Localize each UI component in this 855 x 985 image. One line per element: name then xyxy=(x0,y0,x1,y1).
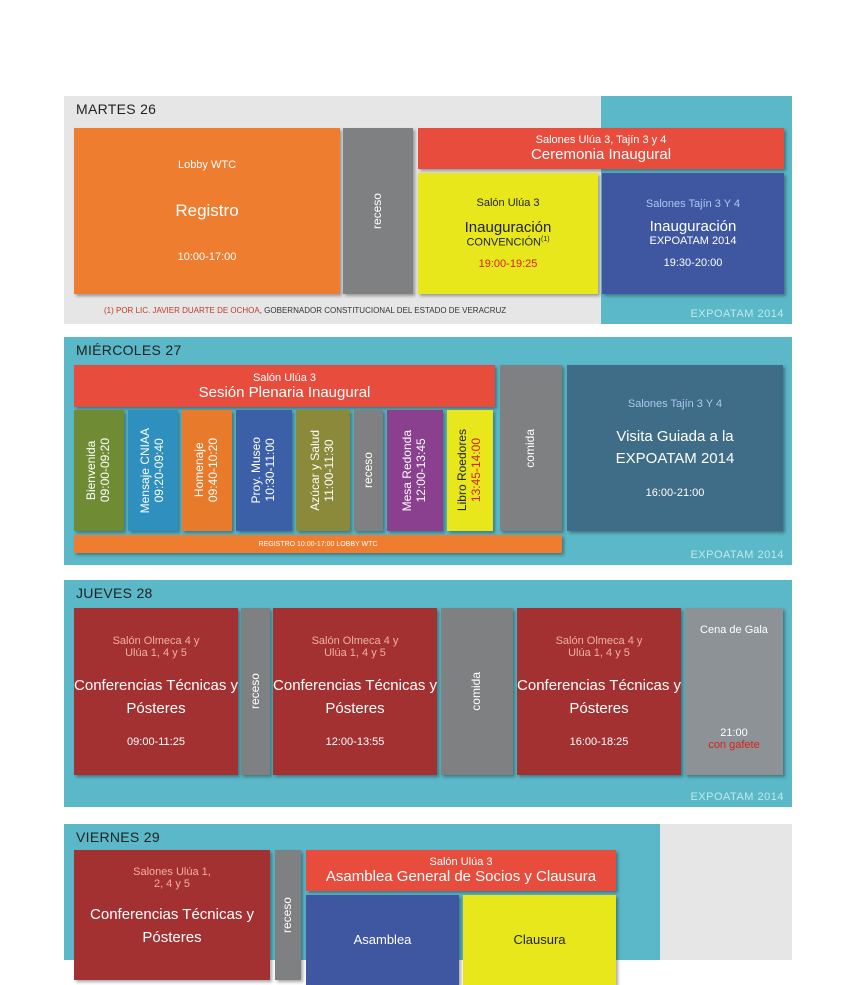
expoatam-location: Salones Tajín 3 Y 4 xyxy=(645,198,741,210)
gala-title: Cena de Gala xyxy=(700,624,768,636)
conferencias-block xyxy=(74,850,270,980)
footnote-suffix: , GOBERNADOR CONSTITUCIONAL DEL ESTADO DE VERACRUZ xyxy=(259,306,507,315)
asamblea-general-bar xyxy=(306,850,616,891)
plenaria-location: Salón Ulúa 3 xyxy=(253,371,316,384)
session-name: Libro Roedores xyxy=(455,429,470,512)
day-title: VIERNES 29 xyxy=(76,829,160,845)
convencion-location: Salón Ulúa 3 xyxy=(476,196,540,209)
session-time: 09:00-09:20 xyxy=(98,438,112,503)
panel-viernes xyxy=(64,824,792,960)
receso-label: receso xyxy=(247,673,262,710)
comida-block xyxy=(500,365,562,531)
plenaria-title: Sesión Plenaria Inaugural xyxy=(198,383,371,401)
conferencias-block-1 xyxy=(74,608,238,775)
ceremonia-location: Salones Ulúa 3, Tajín 3 y 4 xyxy=(535,134,667,146)
conferencias-location: Salón Olmeca 4 y Ulúa 1, 4 y 5 xyxy=(555,635,643,659)
conferencias-block-2 xyxy=(273,608,437,775)
comida-label: comida xyxy=(523,428,538,468)
convencion-subtitle-row xyxy=(466,236,549,249)
visita-location: Salones Tajín 3 Y 4 xyxy=(627,397,723,410)
viernes-conf-location: Salones Ulúa 1, 2, 4 y 5 xyxy=(133,866,211,890)
session-0 xyxy=(74,410,124,531)
visita-guiada-block xyxy=(567,365,783,531)
conferencias-title: Conferencias Técnicas y Pósteres xyxy=(74,677,238,717)
registro-title: Registro xyxy=(175,201,239,220)
receso-label: receso xyxy=(370,192,385,230)
convencion-subtitle: CONVENCIÓN xyxy=(466,236,541,249)
session-name: Azúcar y Salud xyxy=(308,430,323,511)
session-name: Mensaje CNIAA xyxy=(138,427,153,514)
registro-bar-label: REGISTRO 10:00-17:00 LOBBY WTC xyxy=(258,540,378,548)
visita-title: Visita Guiada a la EXPOATAM 2014 xyxy=(615,427,735,467)
registro-time: 10:00-17:00 xyxy=(177,251,237,263)
session-name: Proy. Museo xyxy=(249,437,264,504)
asamblea-general-location: Salón Ulúa 3 xyxy=(429,856,493,868)
gala-time: 21:00 xyxy=(720,727,748,739)
session-7 xyxy=(447,410,493,531)
session-4 xyxy=(296,410,350,531)
registro-location: Lobby WTC xyxy=(177,159,237,171)
session-5 xyxy=(354,410,383,531)
footnote xyxy=(104,306,506,315)
watermark: EXPOATAM 2014 xyxy=(690,549,784,561)
receso-block xyxy=(343,128,413,294)
convencion-time: 19:00-19:25 xyxy=(478,258,538,271)
watermark: EXPOATAM 2014 xyxy=(690,791,784,803)
conferencias-time: 16:00-18:25 xyxy=(569,736,629,748)
day-title: JUEVES 28 xyxy=(76,585,153,601)
session-time: 11:00-11:30 xyxy=(322,439,336,502)
registro-block xyxy=(74,128,340,294)
registro-bar xyxy=(74,535,562,553)
conferencias-block-3 xyxy=(517,608,681,775)
panel-jueves xyxy=(64,580,792,807)
cena-gala-block xyxy=(685,608,783,775)
footnote-prefix: (1) POR xyxy=(104,306,136,315)
conferencias-location: Salón Olmeca 4 y Ulúa 1, 4 y 5 xyxy=(112,635,200,659)
clausura-label: Clausura xyxy=(513,932,566,947)
asamblea-label: Asamblea xyxy=(353,932,412,947)
panel-miercoles xyxy=(64,337,792,565)
session-name: receso xyxy=(360,452,375,489)
asamblea-general-title: Asamblea General de Socios y Clausura xyxy=(325,868,597,885)
session-3 xyxy=(236,410,292,531)
convencion-title: Inauguración xyxy=(464,218,552,236)
asamblea-block xyxy=(306,895,459,985)
ceremonia-inaugural-bar xyxy=(418,128,784,169)
comida-label: comida xyxy=(469,672,484,711)
session-1 xyxy=(128,410,178,531)
conferencias-title: Conferencias Técnicas y Pósteres xyxy=(273,677,437,717)
inauguracion-convencion-block xyxy=(418,173,598,294)
session-2 xyxy=(182,410,232,531)
receso-block xyxy=(241,608,270,775)
ceremonia-title: Ceremonia Inaugural xyxy=(530,146,672,163)
session-time: 13:45-14:00 xyxy=(469,438,483,503)
expoatam-title: Inauguración xyxy=(649,218,737,235)
session-time: 09:20-09:40 xyxy=(152,438,166,503)
receso-block xyxy=(275,850,301,980)
conferencias-time: 09:00-11:25 xyxy=(127,736,185,748)
visita-time: 16:00-21:00 xyxy=(645,486,705,499)
viernes-conf-title: Conferencias Técnicas y Pósteres xyxy=(90,906,254,946)
conferencias-time: 12:00-13:55 xyxy=(325,736,385,748)
gala-note: con gafete xyxy=(708,739,760,751)
watermark: EXPOATAM 2014 xyxy=(690,308,784,320)
expoatam-time: 19:30-20:00 xyxy=(663,257,723,269)
session-time: 09:40-10:20 xyxy=(206,438,220,503)
receso-label: receso xyxy=(280,896,295,934)
expoatam-subtitle: EXPOATAM 2014 xyxy=(649,235,737,247)
day-title: MARTES 26 xyxy=(76,101,157,117)
convencion-sup: (1) xyxy=(541,235,550,243)
comida-block xyxy=(441,608,513,775)
plenaria-bar xyxy=(74,365,495,407)
session-time: 10:30-11:00 xyxy=(263,438,277,503)
session-name: Bienvenida xyxy=(84,440,99,501)
clausura-block xyxy=(463,895,616,985)
session-name: Homenaje xyxy=(192,443,207,498)
session-6 xyxy=(387,410,443,531)
panel-martes xyxy=(64,96,792,324)
session-name: Mesa Redonda xyxy=(400,429,415,512)
inauguracion-expoatam-block xyxy=(602,173,784,294)
footnote-name: LIC. JAVIER DUARTE DE OCHOA xyxy=(135,306,260,315)
day-title: MIÉRCOLES 27 xyxy=(76,342,182,358)
conferencias-location: Salón Olmeca 4 y Ulúa 1, 4 y 5 xyxy=(311,635,399,659)
session-time: 12:00-13:45 xyxy=(414,438,428,503)
conferencias-title: Conferencias Técnicas y Pósteres xyxy=(517,677,681,717)
